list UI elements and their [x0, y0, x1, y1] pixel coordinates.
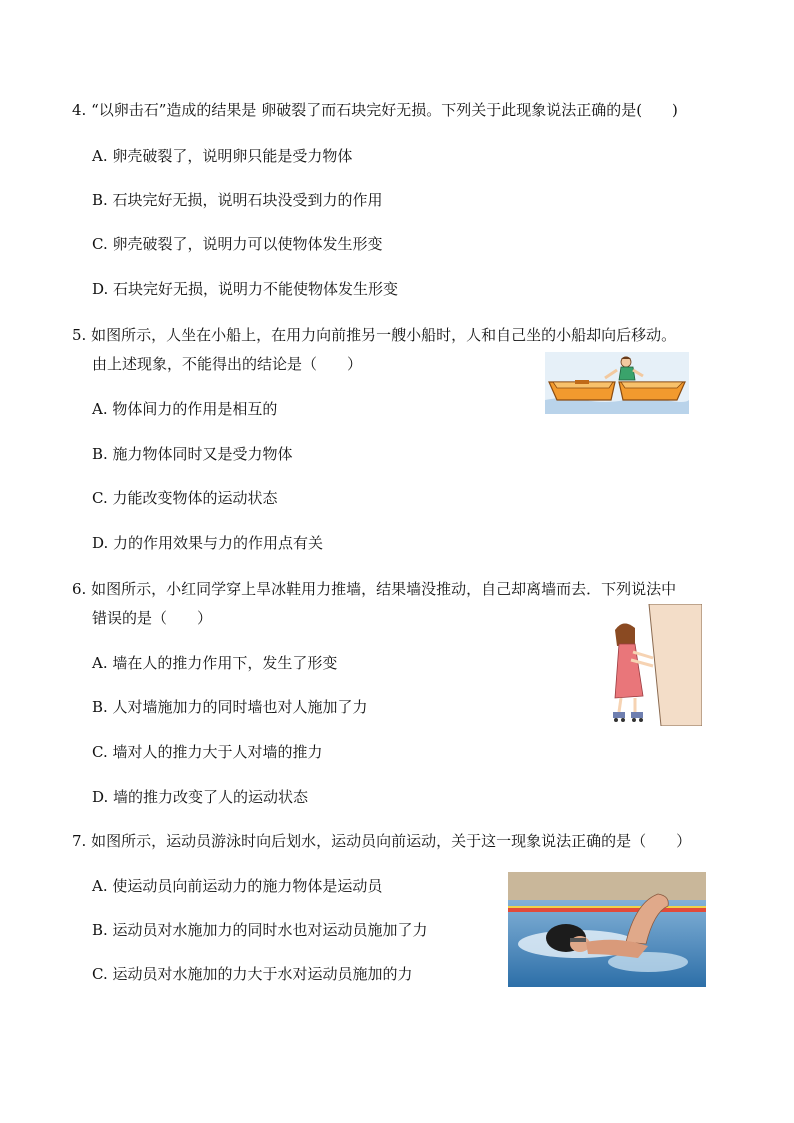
q7-option-a: A. 使运动员向前运动力的施力物体是运动员	[92, 877, 383, 895]
q6-option-c: C. 墙对人的推力大于人对墙的推力	[92, 743, 323, 761]
question-6-stem-cont: 错误的是（ ）	[92, 609, 213, 627]
question-text: 如图所示，小红同学穿上旱冰鞋用力推墙，结果墙没推动，自己却离墙而去．下列说法中	[91, 580, 677, 598]
wall-figure	[605, 604, 702, 726]
q6-option-b: B. 人对墙施加力的同时墙也对人施加了力	[92, 698, 368, 716]
question-4-stem	[72, 100, 678, 120]
q5-option-d: D. 力的作用效果与力的作用点有关	[92, 534, 324, 552]
q6-option-a: A. 墙在人的推力作用下，发生了形变	[92, 654, 338, 672]
question-number: 4.	[72, 101, 87, 119]
q5-option-a: A. 物体间力的作用是相互的	[92, 400, 278, 418]
q7-option-b: B. 运动员对水施加力的同时水也对运动员施加了力	[92, 921, 428, 939]
swimmer-figure	[508, 872, 706, 987]
boat-figure	[545, 352, 689, 414]
question-text: “以卵击石”造成的结果是 卵破裂了而石块完好无损。下列关于此现象说法正确的是( )	[91, 101, 678, 119]
question-5-stem-cont: 由上述现象，不能得出的结论是（ ）	[92, 355, 363, 373]
question-text: 如图所示，运动员游泳时向后划水，运动员向前运动，关于这一现象说法正确的是（ ）	[91, 832, 692, 850]
question-6-stem	[72, 579, 676, 599]
q4-option-c: C. 卵壳破裂了，说明力可以使物体发生形变	[92, 235, 383, 253]
question-text: 如图所示，人坐在小船上，在用力向前推另一艘小船时，人和自己坐的小船却向后移动。	[91, 326, 677, 344]
question-7-stem	[72, 831, 691, 851]
q7-option-c: C. 运动员对水施加的力大于水对运动员施加的力	[92, 965, 413, 983]
q4-option-b: B. 石块完好无损，说明石块没受到力的作用	[92, 191, 383, 209]
q5-option-c: C. 力能改变物体的运动状态	[92, 489, 278, 507]
q5-option-b: B. 施力物体同时又是受力物体	[92, 445, 293, 463]
question-5-stem	[72, 325, 676, 345]
question-number: 5.	[72, 326, 87, 344]
question-number: 6.	[72, 580, 87, 598]
q4-option-a: A. 卵壳破裂了，说明卵只能是受力物体	[92, 147, 353, 165]
q6-option-d: D. 墙的推力改变了人的运动状态	[92, 788, 309, 806]
q4-option-d: D. 石块完好无损，说明力不能使物体发生形变	[92, 280, 399, 298]
question-number: 7.	[72, 832, 87, 850]
